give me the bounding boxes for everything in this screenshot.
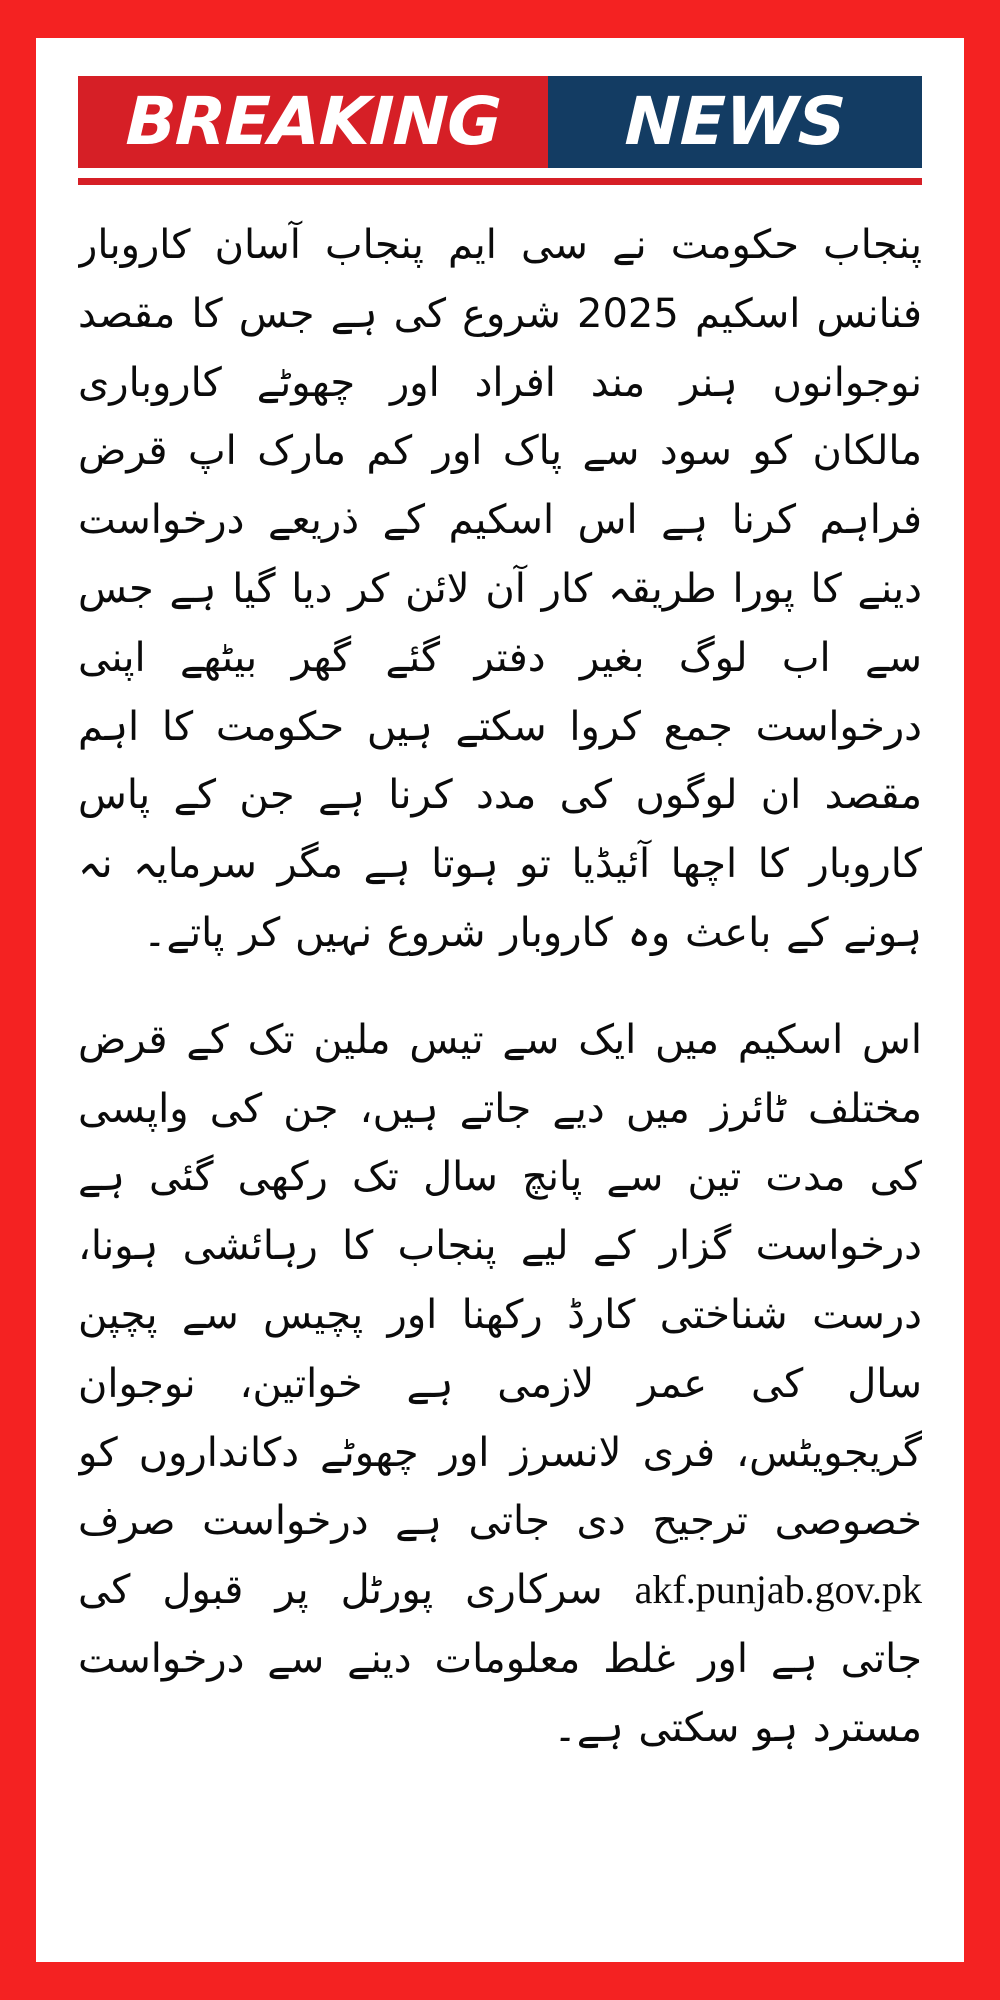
banner-news-label: NEWS <box>623 83 847 160</box>
article-paragraph-2-lead: اس اسکیم میں ایک سے تیس ملین تک کے قرض مختلف ٹائرز میں دیے جاتے ہیں، جن کی واپسی کی مدت تین سے پانچ سال تک رکھی گئی ہے درخواست گزار کے لیے پنجاب کا رہائشی ہونا، درست شناختی کارڈ رکھنا اور پچیس سے پچپن سال کی عمر لازمی ہے خواتین، نوجوان گریجویٹس، فری لانسرز اور چھوٹے دکانداروں کو خصوصی ترجیح دی جاتی ہے درخواست صرف <box>78 1016 922 1545</box>
banner-news-block <box>548 76 922 168</box>
breaking-news-banner <box>78 76 922 168</box>
article-paragraph-1: پنجاب حکومت نے سی ایم پنجاب آسان کاروبار فنانس اسکیم 2025 شروع کی ہے جس کا مقصد نوجوانوں ہنر مند افراد اور چھوٹے کاروباری مالکان کو سود سے پاک اور کم مارک اپ قرض فراہم کرنا ہے اس اسکیم کے ذریعے درخواست دینے کا پورا طریقہ کار آن لائن کر دیا گیا ہے جس سے اب لوگ بغیر دفتر گئے گھر بیٹھے اپنی درخواست جمع کروا سکتے ہیں حکومت کا اہم مقصد ان لوگوں کی مدد کرنا ہے جن کے پاس کاروبار کا اچھا آئیڈیا تو ہوتا ہے مگر سرمایہ نہ ہونے کے باعث وہ کاروبار شروع نہیں کر پاتے۔ <box>78 222 922 956</box>
article-paragraph-2-tail: سرکاری پورٹل پر قبول کی جاتی ہے اور غلط معلومات دینے سے درخواست مسترد ہو سکتی ہے۔ <box>78 1567 922 1751</box>
banner-breaking-block <box>78 76 548 168</box>
banner-underline <box>78 178 922 185</box>
article-body <box>78 211 922 1932</box>
banner-breaking-label: BREAKING <box>124 83 502 160</box>
portal-url: akf.punjab.gov.pk <box>634 1567 922 1613</box>
article-paragraph-2 <box>78 1006 922 1763</box>
news-sheet <box>36 38 964 1962</box>
